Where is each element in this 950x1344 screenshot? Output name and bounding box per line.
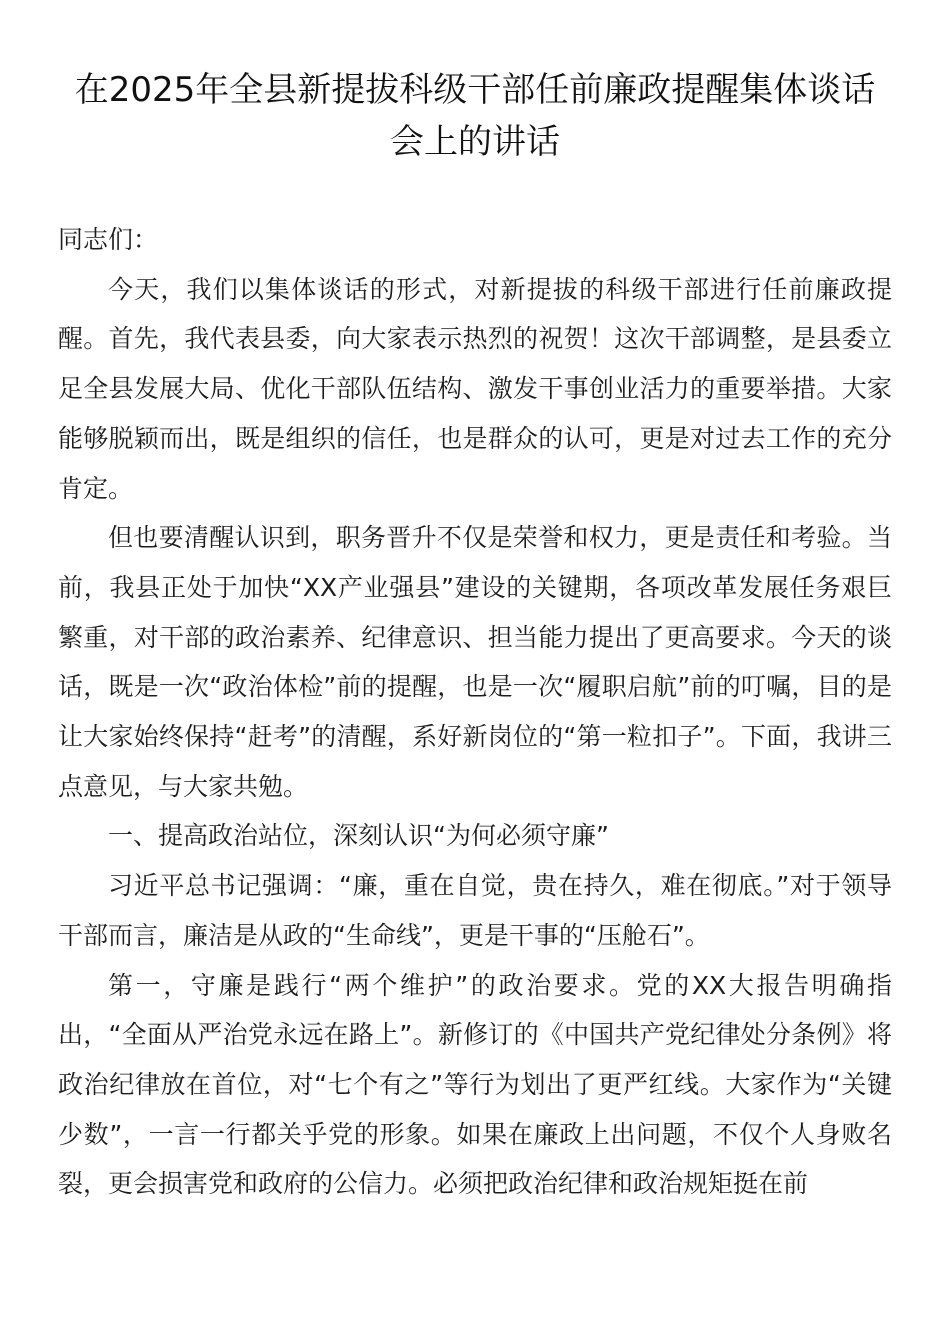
- salutation: 同志们：: [58, 225, 159, 254]
- paragraph: 但也要清醒认识到，职务晋升不仅是荣誉和权力，更是责任和考验。当前，我县正处于加快“XX产业强县”建设的关键期，各项改革发展任务艰巨繁重，对干部的政治素养、纪律意识、担当能力提出了更高要求。今天的谈话，既是一次“政治体检”前的提醒，也是一次“履职启航”前的叮嘱，目的是让大家始终保持“赶考”的清醒，系好新岗位的“第一粒扣子”。下面，我讲三点意见，与大家共勉。: [58, 523, 892, 801]
- section-heading: 一、提高政治站位，深刻认识“为何必须守廉”: [108, 821, 609, 851]
- document-body: [58, 215, 892, 1209]
- document-title: 在2025年全县新提拔科级干部任前廉政提醒集体谈话会上的讲话: [74, 70, 876, 162]
- paragraph: 第一，守廉是践行“两个维护”的政治要求。党的XX大报告明确指出，“全面从严治党永远在路上”。新修订的《中国共产党纪律处分条例》将政治纪律放在首位，对“七个有之”等行为划出了更严红线。大家作为“关键少数”，一言一行都关乎党的形象。如果在廉政上出问题，不仅个人身败名裂，更会损害党和政府的公信力。必须把政治纪律和政治规矩挺在前: [58, 970, 892, 1199]
- paragraph: 习近平总书记强调：“廉，重在自觉，贵在持久，难在彻底。”对于领导干部而言，廉洁是从政的“生命线”，更是干事的“压舱石”。: [58, 871, 892, 950]
- paragraph: 今天，我们以集体谈话的形式，对新提拔的科级干部进行任前廉政提醒。首先，我代表县委，向大家表示热烈的祝贺！这次干部调整，是县委立足全县发展大局、优化干部队伍结构、激发干事创业活力的重要举措。大家能够脱颖而出，既是组织的信任，也是群众的认可，更是对过去工作的充分肯定。: [58, 274, 892, 503]
